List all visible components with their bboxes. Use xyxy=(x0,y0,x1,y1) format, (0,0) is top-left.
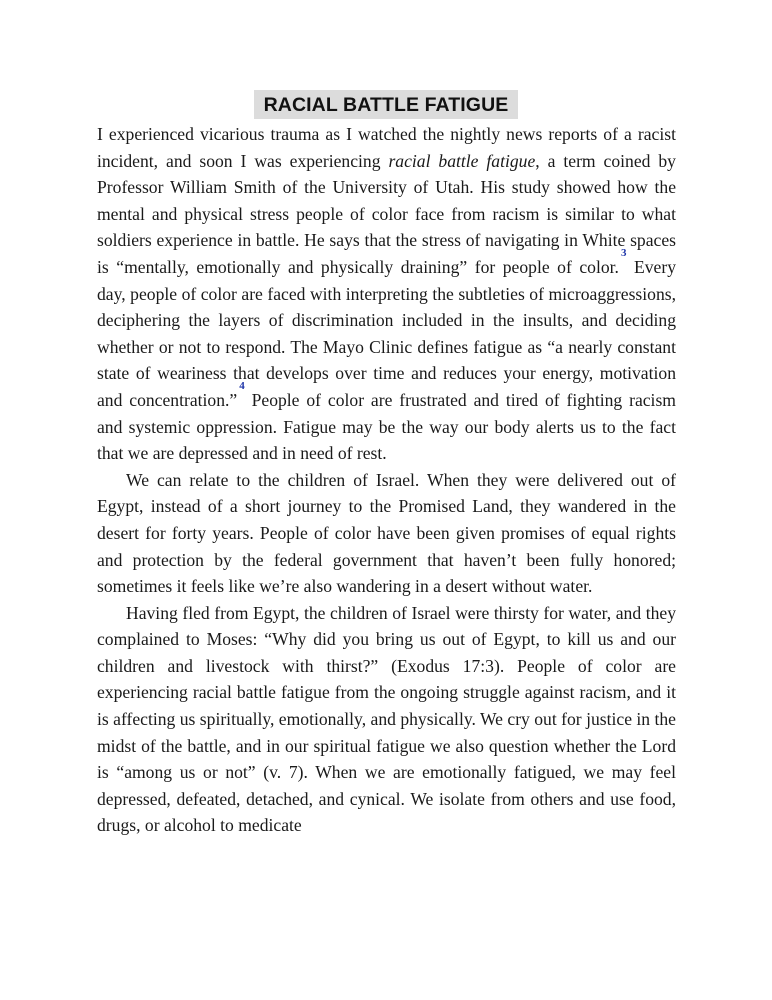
paragraph-1 xyxy=(97,121,676,467)
footnote-ref-3[interactable]: 3 xyxy=(620,246,627,259)
paragraph-1-text-b: , a term coined by Professor William Smith of the University of Utah. His study showed how the mental and physical stress people of color face from racism is similar to what soldiers experience in battle. He says that the stress of navigating in White spaces is “mentally, emotionally and physically draining” for people of color. xyxy=(97,150,676,277)
paragraph-1-text-a: I experienced vicarious trauma as I watched the nightly news reports of a racist incident, and soon I was experiencing xyxy=(97,124,676,171)
footnote-ref-4[interactable]: 4 xyxy=(239,379,245,392)
paragraph-2: We can relate to the children of Israel. When they were delivered out of Egypt, instead of a short journey to the Promised Land, they wandered in the desert for forty years. People of color have been given promises of equal rights and protection by the federal government that haven’t been fully honored; sometimes it feels like we’re also wandering in a desert without water. xyxy=(97,469,676,597)
section-heading: RACIAL BATTLE FATIGUE xyxy=(254,90,519,119)
heading-container xyxy=(0,90,772,119)
italic-term: racial battle fatigue xyxy=(388,150,536,171)
paragraph-1-text-d: People of color are frustrated and tired of fighting racism and systemic oppression. Fatigue may be the way our body alerts us to the fact that we are depressed and in need of rest. xyxy=(97,389,676,464)
paragraph-3: Having fled from Egypt, the children of Israel were thirsty for water, and they complained to Moses: “Why did you bring us out of Egypt, to kill us and our children and livestock with thirst?” (Exodus 17:3). People of color are experiencing racial battle fatigue from the ongoing struggle against racism, and it is affecting us spiritually, emotionally, and physically. We cry out for justice in the midst of the battle, and in our spiritual fatigue we also question whether the Lord is “among us or not” (v. 7). When we are emotionally fatigued, we may feel depressed, defeated, detached, and cynical. We isolate from others and use food, drugs, or alcohol to medicate xyxy=(97,602,676,836)
paragraph-1-text-c: Every day, people of color are faced with interpreting the subtleties of microaggressions, deciphering the layers of discrimination included in the insults, and deciding whether or not to respond. The Mayo Clinic defines fatigue as “a nearly constant state of weariness that develops over time and reduces your energy, motivation and concentration.” xyxy=(97,256,676,410)
body-text xyxy=(97,121,676,839)
